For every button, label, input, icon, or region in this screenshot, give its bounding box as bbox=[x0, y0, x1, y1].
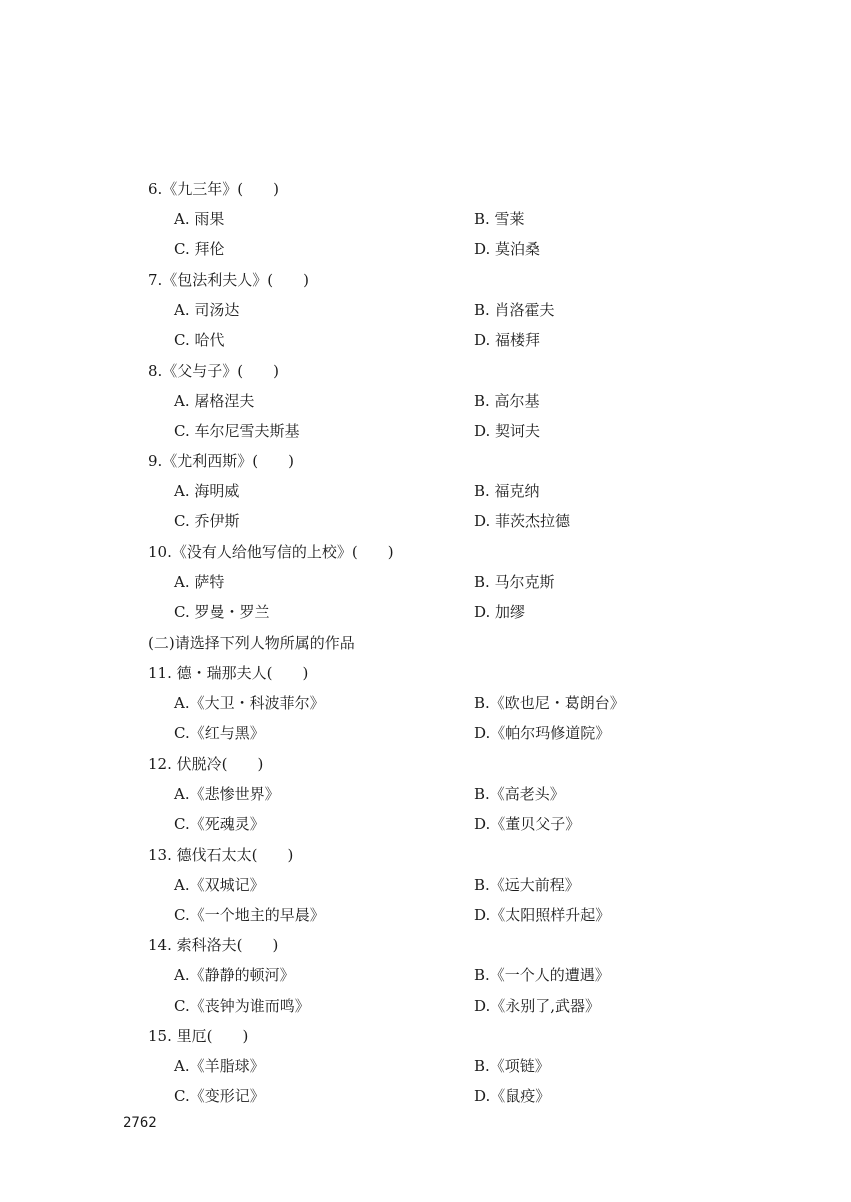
question-6-option-c: C. 拜伦 bbox=[174, 240, 225, 258]
question-6-option-d: D. 莫泊桑 bbox=[474, 240, 541, 258]
question-7-option-b: B. 肖洛霍夫 bbox=[474, 301, 555, 319]
question-7-option-d: D. 福楼拜 bbox=[474, 331, 541, 349]
question-9-option-c: C. 乔伊斯 bbox=[174, 512, 240, 530]
question-12-option-d: D.《董贝父子》 bbox=[474, 815, 581, 833]
question-7-option-a: A. 司汤达 bbox=[174, 301, 240, 319]
question-10-option-d: D. 加缪 bbox=[474, 603, 526, 621]
question-15-option-d: D.《鼠疫》 bbox=[474, 1087, 551, 1105]
question-14-option-a: A.《静静的顿河》 bbox=[174, 966, 295, 984]
question-9-option-a: A. 海明威 bbox=[174, 482, 240, 500]
question-14-option-b: B.《一个人的遭遇》 bbox=[474, 966, 610, 984]
question-11-stem: 11. 德・瑞那夫人( ) bbox=[148, 664, 309, 682]
question-12-option-a: A.《悲惨世界》 bbox=[174, 785, 280, 803]
question-13-option-b: B.《远大前程》 bbox=[474, 876, 580, 894]
question-15-option-c: C.《变形记》 bbox=[174, 1087, 265, 1105]
section-heading: (二)请选择下列人物所属的作品 bbox=[148, 634, 355, 652]
question-12-stem: 12. 伏脱冷( ) bbox=[148, 755, 264, 773]
question-12-option-c: C.《死魂灵》 bbox=[174, 815, 265, 833]
question-8-option-a: A. 屠格涅夫 bbox=[174, 392, 255, 410]
question-13-option-a: A.《双城记》 bbox=[174, 876, 265, 894]
page-number: 2762 bbox=[123, 1115, 157, 1131]
question-6-stem: 6.《九三年》( ) bbox=[148, 180, 280, 198]
question-6-option-a: A. 雨果 bbox=[174, 210, 225, 228]
question-9-option-b: B. 福克纳 bbox=[474, 482, 540, 500]
question-9-stem: 9.《尤利西斯》( ) bbox=[148, 452, 295, 470]
question-9-option-d: D. 菲茨杰拉德 bbox=[474, 512, 571, 530]
question-10-option-a: A. 萨特 bbox=[174, 573, 225, 591]
question-14-option-d: D.《永别了,武器》 bbox=[474, 997, 601, 1015]
question-8-option-c: C. 车尔尼雪夫斯基 bbox=[174, 422, 300, 440]
question-10-stem: 10.《没有人给他写信的上校》( ) bbox=[148, 543, 394, 561]
question-15-option-a: A.《羊脂球》 bbox=[174, 1057, 265, 1075]
question-6-option-b: B. 雪莱 bbox=[474, 210, 525, 228]
question-15-option-b: B.《项链》 bbox=[474, 1057, 550, 1075]
question-13-stem: 13. 德伐石太太( ) bbox=[148, 846, 294, 864]
question-12-option-b: B.《高老头》 bbox=[474, 785, 565, 803]
question-8-option-b: B. 高尔基 bbox=[474, 392, 540, 410]
question-13-option-d: D.《太阳照样升起》 bbox=[474, 906, 611, 924]
question-14-option-c: C.《丧钟为谁而鸣》 bbox=[174, 997, 310, 1015]
question-15-stem: 15. 里厄( ) bbox=[148, 1027, 249, 1045]
question-7-stem: 7.《包法利夫人》( ) bbox=[148, 271, 310, 289]
question-10-option-c: C. 罗曼・罗兰 bbox=[174, 603, 270, 621]
question-8-stem: 8.《父与子》( ) bbox=[148, 362, 280, 380]
question-14-stem: 14. 索科洛夫( ) bbox=[148, 936, 279, 954]
question-11-option-a: A.《大卫・科波菲尔》 bbox=[174, 694, 325, 712]
question-8-option-d: D. 契诃夫 bbox=[474, 422, 541, 440]
question-13-option-c: C.《一个地主的早晨》 bbox=[174, 906, 325, 924]
question-11-option-b: B.《欧也尼・葛朗台》 bbox=[474, 694, 625, 712]
question-7-option-c: C. 哈代 bbox=[174, 331, 225, 349]
question-11-option-c: C.《红与黑》 bbox=[174, 724, 265, 742]
question-11-option-d: D.《帕尔玛修道院》 bbox=[474, 724, 611, 742]
question-10-option-b: B. 马尔克斯 bbox=[474, 573, 555, 591]
